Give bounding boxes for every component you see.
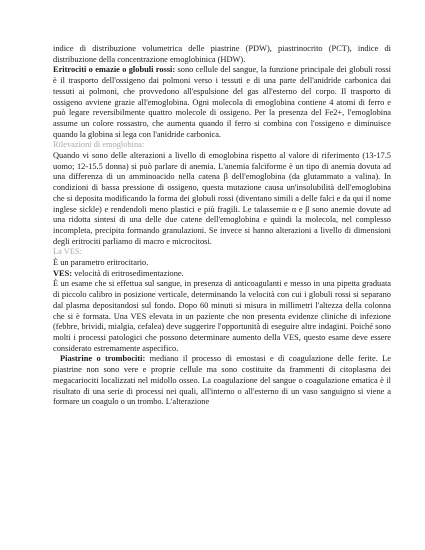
- ves-term: VES:: [53, 268, 73, 278]
- heading-ves: La VES:: [53, 247, 82, 257]
- paragraph-ves-body: È un esame che si effettua sul sangue, in presenza di anticoagulanti e messo in una pipetta graduata di piccolo calibro in posizione verticale, determinando la velocità con cui i globuli rossi si separano dal plasma depositandosi sul fondo. Dopo 60 minuti si misura in millimetri l'altezza della colonna che si è formata. Una VES elevata in un paziente che non presenta evidenze cliniche di infezione (febbre, brividi, mialgia, cefalea) deve suggerire l'opportunità di eseguire altre indagini. Poiché sono molti i processi patologici che possono determinare aumento della VES, questo esame deve essere considerato estremamente aspecifico.: [53, 279, 391, 353]
- paragraph-ves-parametro: È un parametro eritrocitario.: [53, 258, 149, 268]
- paragraph-piastrine: [53, 354, 391, 408]
- eritrociti-body: sono cellule del sangue, la funzione principale dei globuli rossi è il trasporto dell'ossigeno dai polmoni verso i tessuti e di una parte dell'anidride carbonica dai tessuti ai polmoni, che provvedono all'espulsione del gas all'esterno del corpo. Il trasporto di ossigeno avviene grazie all'emoglobina. Ogni molecola di emoglobina contiene 4 atomi di ferro e può legare reversibilmente quattro molecole di ossigeno. Per la presenza del Fe2+, l'emoglobina assume un colore rossastro, che aumenta quando il ferro si combina con l'ossigeno e diminuisce quando la globina si lega con l'anidride carbonica.: [53, 65, 391, 139]
- paragraph-intro: indice di distribuzione volumetrica delle piastrine (PDW), piastrinocrito (PCT), indice di distribuzione della concentrazione emoglobinica (HDW).: [53, 44, 391, 64]
- heading-rilevazioni: Rilevazioni di emoglobina:: [53, 140, 145, 150]
- paragraph-rilevazioni: Quando vi sono delle alterazioni a livello di emoglobina rispetto al valore di riferimento (13-17.5 uomo; 12-15.5 donna) si può parlare di anemia. L'anemia falciforme è un tipo di anemia dovuta ad una differenza di un amminoacido nella catena β dell'emoglobina (da glutammato a valina). In condizioni di bassa pressione di ossigeno, questa mutazione causa un'insolubilità dell'emoglobina che si deposita modificando la forma dei globuli rossi (diventano simili a delle falci e da qui il nome inglese sickle) e rendendoli meno plastici e più fragili. Le talassemie α e β sono anemie dovute ad una ridotta sintesi di una delle due catene dell'emoglobina e quindi la molecola, nel complesso incompleta, precipita formando granulazioni. Se invece si hanno alterazioni a livello di dimensioni degli eritrociti parliamo di macro e microcitosi.: [53, 151, 391, 246]
- eritrociti-term: Eritrociti o emazie o globuli rossi:: [53, 65, 176, 75]
- piastrine-term: Piastrine o trombociti:: [60, 354, 146, 364]
- ves-definition: velocità di eritrosedimentazione.: [72, 268, 184, 278]
- paragraph-ves-definition: [53, 269, 391, 280]
- paragraph-eritrociti: [53, 65, 391, 140]
- piastrine-body: mediano il processo di emostasi e di coagulazione delle ferite. Le piastrine non sono vere e proprie cellule ma sono costituite da frammenti di citoplasma dei megacariociti localizzati nel midollo osseo. La coagulazione del sangue o coagulazione ematica è il risultato di una serie di processi nei quali, all'interno o all'esterno di un vaso sanguigno si viene a formare un coagulo o un trombo. L'alterazione: [53, 354, 391, 407]
